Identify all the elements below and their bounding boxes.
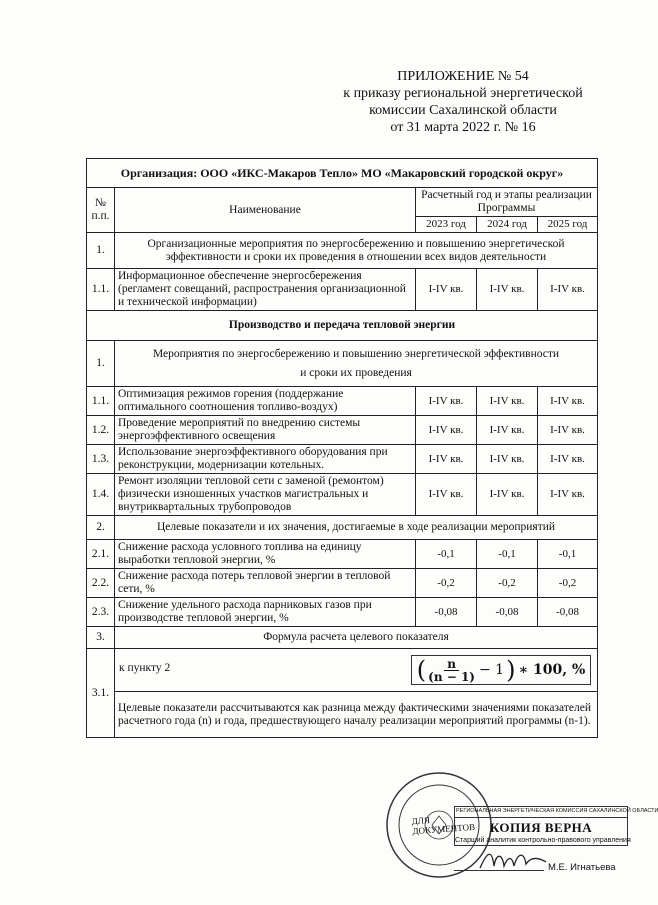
stamp-position: Старший аналитик контрольно-правового управления <box>455 837 631 844</box>
section-number: 2. <box>87 516 115 540</box>
row-value: -0,2 <box>538 569 598 598</box>
section-number: 3. <box>87 627 115 649</box>
row-number: 1.2. <box>87 416 115 445</box>
appendix-header <box>318 68 608 136</box>
row-name: Снижение расхода условного топлива на единицу выработки тепловой энергии, % <box>115 540 416 569</box>
row-number: 1.4. <box>87 474 115 516</box>
section-title: Формула расчета целевого показателя <box>115 627 598 649</box>
formula-fraction <box>428 658 475 683</box>
row-number: 1.3. <box>87 445 115 474</box>
year-header: 2025 год <box>538 217 598 233</box>
row-value: I-IV кв. <box>416 474 477 516</box>
row-value: I-IV кв. <box>538 416 598 445</box>
row-value: I-IV кв. <box>477 269 538 311</box>
row-value: I-IV кв. <box>538 387 598 416</box>
row-value: I-IV кв. <box>477 474 538 516</box>
formula-denominator: (n − 1) <box>428 669 475 684</box>
row-name: Использование энергоэффективного оборудования при реконструкции, модернизации котельных. <box>115 445 416 474</box>
row-name: Информационное обеспечение энергосбережения (регламент совещаний, распространения организационной и технической информации) <box>115 269 416 311</box>
row-value: -0,08 <box>416 598 477 627</box>
row-value: I-IV кв. <box>416 269 477 311</box>
signature-line <box>454 870 544 871</box>
formula-label: к пункту 2 <box>119 662 171 674</box>
formula-paren-close: ) <box>506 656 516 684</box>
signer-name: М.Е. Игнатьева <box>548 862 616 873</box>
row-number: 2.2. <box>87 569 115 598</box>
stamp-organization: РЕГИОНАЛЬНАЯ ЭНЕРГЕТИЧЕСКАЯ КОМИССИЯ САХАЛИНСКОЙ ОБЛАСТИ <box>455 807 627 818</box>
row-value: I-IV кв. <box>416 416 477 445</box>
row-value: -0,08 <box>538 598 598 627</box>
row-value: I-IV кв. <box>477 387 538 416</box>
formula-row <box>115 649 598 692</box>
row-value: -0,1 <box>538 540 598 569</box>
row-value: I-IV кв. <box>538 445 598 474</box>
col-number-header: № п.п. <box>87 188 115 233</box>
row-value: I-IV кв. <box>477 445 538 474</box>
row-value: -0,1 <box>477 540 538 569</box>
section-number: 1. <box>87 233 115 269</box>
formula-expression <box>411 655 591 685</box>
row-name: Оптимизация режимов горения (поддержание оптимального соотношения топливо-воздух) <box>115 387 416 416</box>
section-production: Производство и передача тепловой энергии <box>87 311 598 341</box>
formula-minus-one: − 1 <box>478 661 505 678</box>
col-name-header: Наименование <box>115 188 416 233</box>
formula-paren-open: ( <box>416 656 427 684</box>
row-number: 2.1. <box>87 540 115 569</box>
section-title <box>115 341 598 387</box>
appendix-line2: к приказу региональной энергетической <box>343 86 583 101</box>
row-value: I-IV кв. <box>416 387 477 416</box>
row-name: Снижение расхода потерь тепловой энергии в тепловой сети, % <box>115 569 416 598</box>
row-value: I-IV кв. <box>538 269 598 311</box>
stamp-doc-label: ДЛЯ ДОКУМЕНТОВ <box>411 814 476 837</box>
row-number: 1.1. <box>87 269 115 311</box>
row-value: I-IV кв. <box>477 416 538 445</box>
formula-note: Целевые показатели рассчитываются как разница между фактическими значениями показателей расчетного года (n) и года, предшествующего началу реализации мероприятий программы (n-1). <box>115 692 598 738</box>
section-number: 1. <box>87 341 115 387</box>
section-title-line: Мероприятия по энергосбережению и повышению энергетической эффективности <box>152 347 560 360</box>
row-value: -0,1 <box>416 540 477 569</box>
appendix-line4: от 31 марта 2022 г. № 16 <box>390 120 536 135</box>
row-name: Ремонт изоляции тепловой сети с заменой (ремонтом) физически изношенных участков магистральных и внутриквартальных трубопроводов <box>115 474 416 516</box>
organization-row: Организация: ООО «ИКС-Макаров Тепло» МО «Макаровский городской округ» <box>87 159 598 188</box>
row-name: Проведение мероприятий по внедрению системы энергоэффективного освещения <box>115 416 416 445</box>
appendix-line3: комиссии Сахалинской области <box>369 103 557 118</box>
copy-stamp <box>454 806 658 846</box>
year-header: 2024 год <box>477 217 538 233</box>
row-value: -0,2 <box>477 569 538 598</box>
row-value: -0,2 <box>416 569 477 598</box>
formula-numerator: n <box>444 658 459 671</box>
section-title-line: и сроки их проведения <box>300 366 412 379</box>
row-value: -0,08 <box>477 598 538 627</box>
program-table <box>86 158 598 738</box>
formula-multiplier: ∗ 100, % <box>518 661 586 678</box>
row-value: I-IV кв. <box>416 445 477 474</box>
col-period-header: Расчетный год и этапы реализации Программы <box>416 188 598 217</box>
row-number: 1.1. <box>87 387 115 416</box>
appendix-title: ПРИЛОЖЕНИЕ № 54 <box>397 69 529 84</box>
stamp-title: КОПИЯ ВЕРНА <box>489 820 593 835</box>
row-number: 2.3. <box>87 598 115 627</box>
row-value: I-IV кв. <box>538 474 598 516</box>
row-name: Снижение удельного расхода парниковых газов при производстве тепловой энергии, % <box>115 598 416 627</box>
section-title: Организационные мероприятия по энергосбережению и повышению энергетической эффективности и сроки их проведения в отношении всех видов деятельности <box>115 233 598 269</box>
row-number: 3.1. <box>87 649 115 738</box>
year-header: 2023 год <box>416 217 477 233</box>
section-title: Целевые показатели и их значения, достигаемые в ходе реализации мероприятий <box>115 516 598 540</box>
